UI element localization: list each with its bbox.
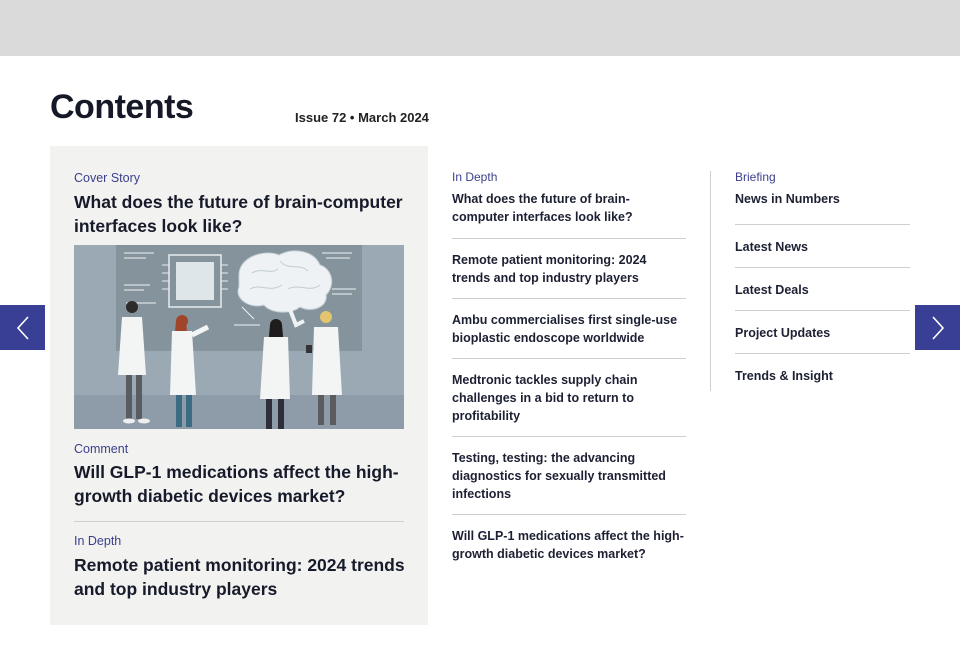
next-button[interactable] — [915, 305, 960, 350]
briefing-item[interactable]: Project Updates — [735, 311, 910, 354]
page-title: Contents — [50, 88, 194, 126]
in-depth-item[interactable]: Will GLP-1 medications affect the high-growth diabetic devices market? — [452, 529, 684, 561]
featured-in-depth-story[interactable] — [74, 534, 414, 601]
issue-label: Issue 72 • March 2024 — [295, 110, 429, 125]
comment-category: Comment — [74, 442, 129, 456]
featured-in-depth-category: In Depth — [74, 534, 122, 548]
briefing-item[interactable]: Trends & Insight — [735, 369, 833, 383]
chevron-right-icon — [931, 315, 945, 341]
comment-headline[interactable]: Will GLP-1 medications affect the high-growth diabetic devices market? — [74, 462, 399, 506]
column-divider — [710, 171, 711, 391]
in-depth-item[interactable]: Remote patient monitoring: 2024 trends and top industry players — [452, 239, 686, 299]
briefing-category: Briefing — [735, 170, 776, 184]
briefing-item[interactable]: Latest Deals — [735, 268, 910, 311]
in-depth-category: In Depth — [452, 170, 498, 184]
top-banner — [0, 0, 960, 56]
in-depth-item[interactable]: Testing, testing: the advancing diagnostics for sexually transmitted infections — [452, 437, 686, 515]
briefing-item[interactable]: Latest News — [735, 225, 910, 268]
in-depth-item[interactable]: What does the future of brain-computer interfaces look like? — [452, 190, 686, 239]
featured-in-depth-headline[interactable]: Remote patient monitoring: 2024 trends and top industry players — [74, 555, 405, 599]
previous-button[interactable] — [0, 305, 45, 350]
briefing-item[interactable]: News in Numbers — [735, 184, 910, 225]
in-depth-item[interactable]: Medtronic tackles supply chain challenges in a bid to return to profitability — [452, 359, 686, 437]
cover-story-category: Cover Story — [74, 171, 140, 185]
chevron-left-icon — [16, 315, 30, 341]
comment-story[interactable] — [74, 442, 414, 508]
briefing-column — [735, 170, 910, 397]
cover-story-headline[interactable]: What does the future of brain-computer interfaces look like? — [74, 192, 403, 236]
divider — [74, 521, 404, 522]
featured-panel — [50, 146, 428, 625]
in-depth-column — [452, 170, 686, 563]
cover-story[interactable] — [74, 171, 414, 238]
in-depth-item[interactable]: Ambu commercialises first single-use bioplastic endoscope worldwide — [452, 299, 686, 359]
cover-illustration[interactable] — [74, 245, 404, 429]
